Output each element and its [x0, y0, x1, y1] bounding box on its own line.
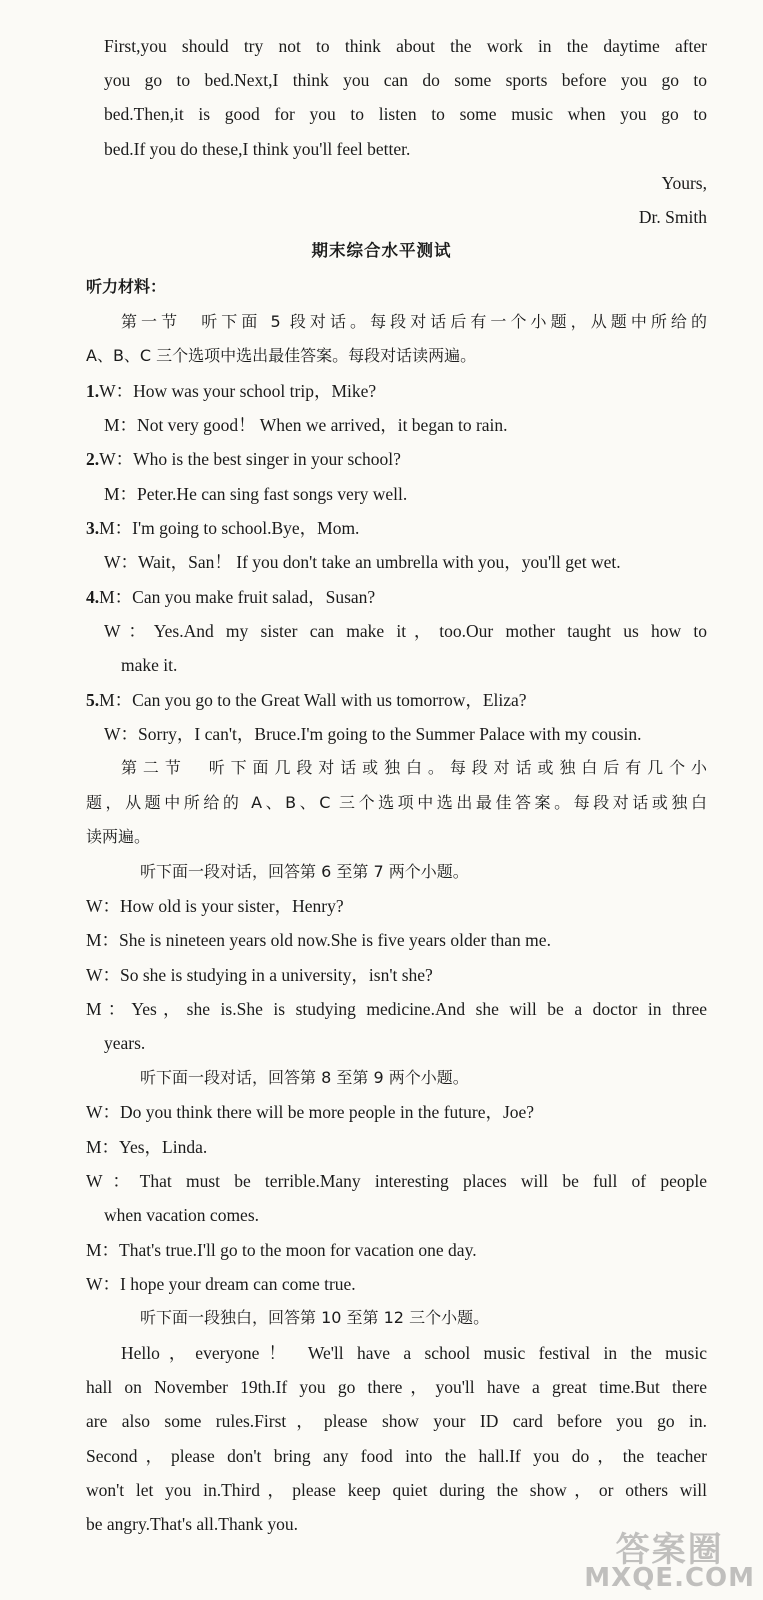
dialogue-line: M：Yes，Linda. — [86, 1137, 208, 1157]
monologue-line: are also some rules.First，please show your ID card before you go in. — [86, 1411, 707, 1431]
monologue-line: won't let you in.Third，please keep quiet during the show，or others will — [86, 1480, 707, 1500]
dialogue-line: 3.M：I'm going to school.Bye，Mom. — [86, 518, 360, 538]
dialogue-line: 5.M：Can you go to the Great Wall with us tomorrow，Eliza? — [86, 690, 527, 710]
dialogue-line: make it. — [121, 655, 178, 675]
monologue-line: hall on November 19th.If you go there，you'll have a great time.But there — [86, 1377, 707, 1397]
dialogue-line: 2.W：Who is the best singer in your school? — [86, 449, 401, 469]
section-label: 听力材料： — [86, 277, 167, 296]
dialogue-line: M：Yes，she is.She is studying medicine.And she will be a doctor in three — [86, 999, 707, 1019]
monologue-line: be angry.That's all.Thank you. — [86, 1514, 298, 1534]
section2-instruction: 题，从题中所给的 A、B、C 三个选项中选出最佳答案。每段对话或独白 — [86, 793, 707, 812]
dialogue-line: 4.M：Can you make fruit salad，Susan? — [86, 587, 376, 607]
dialogue-line: W：How old is your sister，Henry? — [86, 896, 344, 916]
question-number: 3. — [86, 518, 100, 538]
letter-line: you go to bed.Next,I think you can do some sports before you go to — [104, 70, 707, 90]
dialogue-line: W：Sorry，I can't，Bruce.I'm going to the Summer Palace with my cousin. — [104, 724, 642, 744]
page-title: 期末综合水平测试 — [311, 241, 452, 260]
question-number: 4. — [86, 587, 100, 607]
letter-line: bed.Then,it is good for you to listen to some music when you go to — [104, 104, 707, 124]
question-number: 2. — [86, 449, 100, 469]
question-number: 5. — [86, 690, 100, 710]
monologue-line: Second，please don't bring any food into the hall.If you do，the teacher — [86, 1446, 707, 1466]
group-intro: 听下面一段对话，回答第 6 至第 7 两个小题。 — [140, 862, 469, 881]
letter-closing: Yours, — [661, 173, 707, 193]
letter-signature: Dr. Smith — [638, 207, 707, 227]
monologue-line: Hello，everyone！ We'll have a school music festival in the music — [121, 1343, 707, 1363]
dialogue-line: M：Not very good！ When we arrived，it began to rain. — [104, 415, 508, 435]
letter-line: First,you should try not to think about the work in the daytime after — [104, 36, 707, 56]
dialogue-line: when vacation comes. — [104, 1205, 260, 1225]
dialogue-line: 1.W：How was your school trip，Mike? — [86, 381, 377, 401]
dialogue-line: W：I hope your dream can come true. — [86, 1274, 356, 1294]
section2-instruction: 读两遍。 — [86, 827, 151, 846]
group-intro: 听下面一段独白，回答第 10 至第 12 三个小题。 — [140, 1308, 490, 1327]
watermark-top: 答案圈 — [615, 1530, 724, 1570]
question-number: 1. — [86, 381, 100, 401]
dialogue-line: W：That must be terrible.Many interesting places will be full of people — [86, 1171, 707, 1191]
dialogue-line: W：Wait，San！ If you don't take an umbrella with you，you'll get wet. — [104, 552, 621, 572]
watermark-logo — [584, 1530, 755, 1593]
watermark-bottom: MXQE.COM — [584, 1563, 755, 1593]
letter-line: bed.If you do these,I think you'll feel better. — [104, 139, 411, 159]
group-intro: 听下面一段对话，回答第 8 至第 9 两个小题。 — [140, 1068, 469, 1087]
dialogue-line: W：Yes.And my sister can make it，too.Our mother taught us how to — [104, 621, 707, 641]
dialogue-line: W：So she is studying in a university，isn't she? — [86, 965, 433, 985]
dialogue-line: M：That's true.I'll go to the moon for vacation one day. — [86, 1240, 477, 1260]
section1-instruction: 第一节 听下面 5 段对话。每段对话后有一个小题，从题中所给的 — [121, 312, 707, 331]
dialogue-line: W：Do you think there will be more people in the future，Joe? — [86, 1102, 535, 1122]
dialogue-line: years. — [104, 1033, 146, 1053]
dialogue-line: M：Peter.He can sing fast songs very well. — [104, 484, 408, 504]
section1-instruction: A、B、C 三个选项中选出最佳答案。每段对话读两遍。 — [86, 346, 477, 365]
section2-instruction: 第二节 听下面几段对话或独白。每段对话或独白后有几个小 — [121, 758, 707, 777]
dialogue-line: M：She is nineteen years old now.She is five years older than me. — [86, 930, 551, 950]
